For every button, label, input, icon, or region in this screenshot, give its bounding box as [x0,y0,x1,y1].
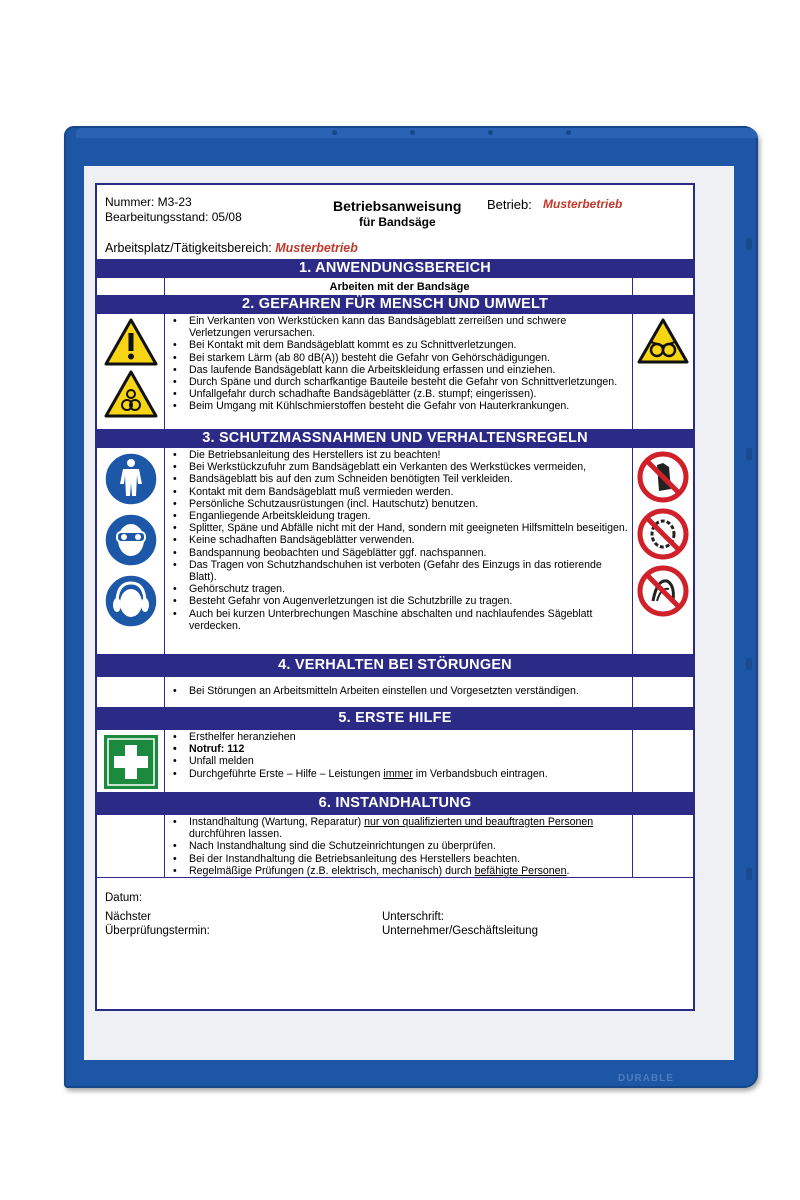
list-item: • Persönliche Schutzausrüstungen (incl. Hautschutz) benutzen. [171,498,628,510]
frame-brand-logo: DURABLE [618,1073,674,1084]
section-3-row [97,447,693,655]
list-item: • Unfall melden [171,755,628,767]
section-5-title: 5. ERSTE HILFE [97,708,693,729]
list-item: • Gehörschutz tragen. [171,583,628,595]
review-date-label: Überprüfungstermin: [105,925,210,937]
section-2-title: 2. GEFAHREN FÜR MENSCH UND UMWELT [97,296,693,313]
next-label: Nächster [105,911,152,923]
list-item [171,743,628,755]
list-item: • Ersthelfer heranziehen [171,731,628,743]
list-item: • Bandspannung beobachten und Sägeblätter ggf. nachspannen. [171,547,628,559]
application-area-text: Arbeiten mit der Bandsäge [165,278,633,295]
list-item: • Splitter, Späne und Abfälle nicht mit der Hand, sondern mit geeigneten Hilfsmitteln beseitigen. [171,522,628,534]
list-item: • Nach Instandhaltung sind die Schutzeinrichtungen zu überprüfen. [171,840,628,852]
section-5-right-cell [633,730,693,792]
list-item: • Bei Kontakt mit dem Bandsägeblatt kommt es zu Schnittverletzungen. [171,339,628,351]
section-2-right-icons [633,314,693,429]
frame-hinge-tab [746,658,752,670]
mandatory-ear-protection-icon [103,573,159,629]
list-item: • Enganliegende Arbeitskleidung tragen. [171,510,628,522]
list-item: • Auch bei kurzen Unterbrechungen Maschine abschalten und nachlaufendes Sägeblatt verdecken. [171,608,628,632]
section-1-left-cell [97,278,165,295]
frame-hinge-tab [746,238,752,250]
operating-instruction-sheet [95,183,695,1011]
signature-label: Unterschrift: [382,911,444,923]
list-item: • Beim Umgang mit Kühlschmierstoffen besteht die Gefahr von Hauterkrankungen. [171,400,628,412]
list-item [171,816,628,840]
list-item: • Kontakt mit dem Bandsägeblatt muß vermieden werden. [171,486,628,498]
sheet-header [97,185,693,259]
list-item [171,768,628,780]
list-item-text: im Verbandsbuch eintragen. [412,767,548,780]
list-item-text: Regelmäßige Prüfungen (z.B. elektrisch, mechanisch) durch [189,864,475,877]
page-subtitle: für Bandsäge [359,215,436,229]
list-item-emphasis: nur von qualifizierten und beauftragten Personen [364,816,594,828]
section-4-text [165,677,633,707]
warning-roller-icon [637,318,689,364]
list-item: • Bei der Instandhaltung die Betriebsanleitung des Herstellers beachten. [171,853,628,865]
prohibit-gloves-icon [637,451,689,503]
mandatory-goggles-icon [103,512,159,568]
frame-notch [332,130,337,135]
list-item-text: Instandhaltung (Wartung, Reparatur) [189,816,365,828]
frame-hinge-tab [746,868,752,880]
list-item: • Durch Späne und durch scharfkantige Bauteile besteht die Gefahr von Schnittverletzungen. [171,376,628,388]
section-6-title: 6. INSTANDHALTUNG [97,793,693,814]
mandatory-overall-icon [103,451,159,507]
section-4-right-cell [633,677,693,707]
section-3-prohibition-icons [633,448,693,654]
section-6-left-cell [97,815,165,877]
company-value: Musterbetrieb [543,197,623,211]
list-item: • Bei Störungen an Arbeitsmitteln Arbeiten einstellen und Vorgesetzten verständigen. [171,685,628,697]
signature-area [97,878,693,1011]
list-item: • Bei Werkstückzufuhr zum Bandsägeblatt ein Verkanten des Werkstückes vermeiden, [171,461,628,473]
frame-notch [488,130,493,135]
frame-notch [410,130,415,135]
list-item: • Ein Verkanten von Werkstücken kann das Bandsägeblatt zerreißen und schwere Verletzungen verursachen. [171,315,628,339]
frame-hinge-tab [746,448,752,460]
section-1-row [97,277,693,296]
section-2-row [97,313,693,430]
section-5-text [165,730,633,792]
page-title: Betriebsanweisung [333,198,462,214]
company-label: Betrieb: [487,197,532,212]
display-frame-lip [76,128,758,138]
first-aid-icon [103,734,159,790]
list-item: • Bandsägeblatt bis auf den zum Schneiden benötigten Teil verkleiden. [171,473,628,485]
section-4-left-cell [97,677,165,707]
list-item-text: . [566,864,570,877]
revision-status: Bearbeitungsstand: 05/08 [105,210,242,224]
date-label: Datum: [105,892,143,904]
section-6-right-cell [633,815,693,877]
list-item: • Unfallgefahr durch schadhafte Bandsägeblätter (z.B. stumpf; eingerissen). [171,388,628,400]
warning-triangle-icon [104,318,158,366]
first-aid-list [171,731,628,780]
section-4-title: 4. VERHALTEN BEI STÖRUNGEN [97,655,693,676]
section-1-right-cell [633,278,693,295]
workplace-label: Arbeitsplatz/Tätigkeitsbereich: [105,241,272,255]
management-label: Unternehmer/Geschäftsleitung [382,925,538,937]
prohibit-jewellery-icon [637,508,689,560]
list-item [171,865,628,877]
list-item-emphasis: befähigte Personen [474,864,567,877]
document-number: Nummer: M3-23 [105,195,192,209]
list-item: • Bei starkem Lärm (ab 80 dB(A)) besteht die Gefahr von Gehörschädigungen. [171,352,628,364]
section-6-row [97,814,693,878]
section-2-icons [97,314,165,429]
section-3-text [165,448,633,654]
emergency-number: Notruf: 112 [189,743,245,756]
list-item-text: durchführen lassen. [189,828,283,841]
list-item-emphasis: immer [383,767,413,780]
frame-notch [566,130,571,135]
section-4-row [97,676,693,708]
prohibit-long-hair-icon [637,565,689,617]
maintenance-list [171,816,628,877]
malfunction-list [171,685,628,697]
warning-entanglement-icon [104,370,158,418]
section-6-text [165,815,633,877]
protective-measures-list [171,449,628,632]
list-item: • Keine schadhaften Bandsägeblätter verwenden. [171,534,628,546]
list-item-text: Durchgeführte Erste – Hilfe – Leistungen [189,767,384,780]
section-3-title: 3. SCHUTZMASSNAHMEN UND VERHALTENSREGELN [97,430,693,447]
hazard-list [171,315,628,413]
list-item: • Das Tragen von Schutzhandschuhen ist verboten (Gefahr des Einzugs in das rotierende Blatt). [171,559,628,583]
section-1-title: 1. ANWENDUNGSBEREICH [97,259,693,277]
list-item: • Das laufende Bandsägeblatt kann die Arbeitskleidung erfassen und einziehen. [171,364,628,376]
workplace-value: Musterbetrieb [275,241,358,255]
section-2-text [165,314,633,429]
section-5-icons [97,730,165,792]
section-5-row [97,729,693,793]
list-item: • Besteht Gefahr von Augenverletzungen ist die Schutzbrille zu tragen. [171,595,628,607]
workplace-line [105,241,358,255]
section-3-mandatory-icons [97,448,165,654]
list-item: • Die Betriebsanleitung des Herstellers ist zu beachten! [171,449,628,461]
